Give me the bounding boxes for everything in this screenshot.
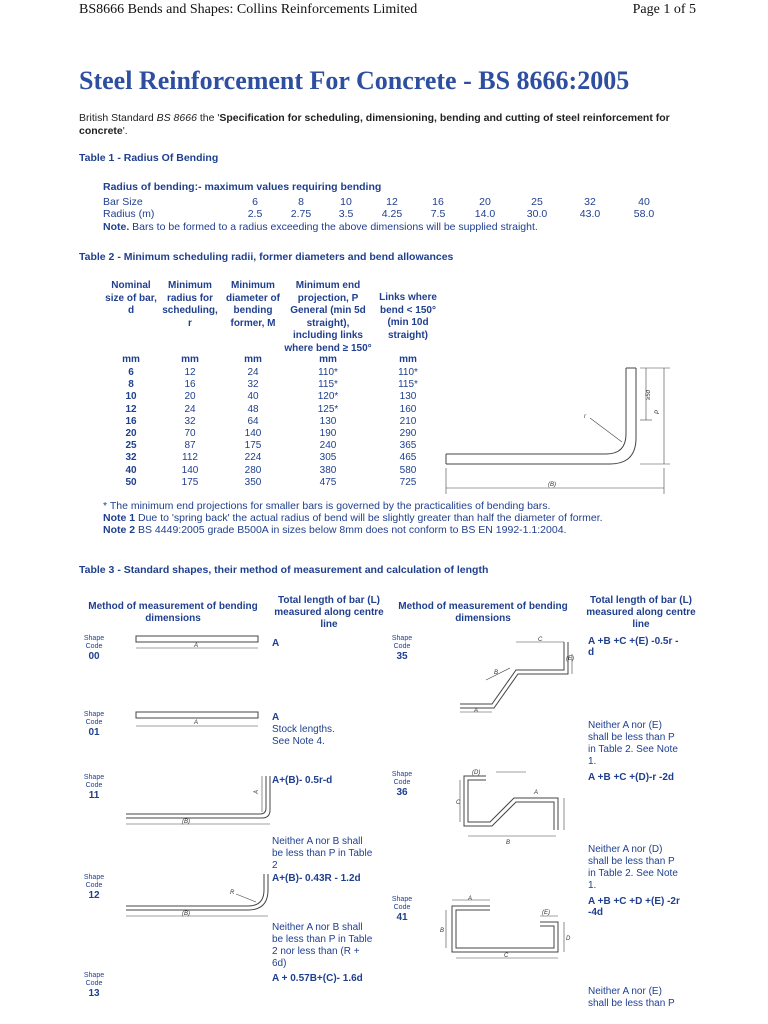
table-cell: 40 (247, 391, 259, 403)
table-cell: 16 (125, 415, 137, 427)
formula-13: A + 0.57B+(C)- 1.6d (272, 973, 363, 984)
note-line: 1. (588, 880, 597, 891)
note-line: 2 nor less than (R + (272, 946, 360, 957)
formula-12: A+(B)- 0.43R - 1.2d (272, 873, 361, 884)
shape-code-41 (387, 896, 417, 922)
table-cell: 115* (318, 379, 338, 391)
dim-b: B (440, 928, 445, 934)
table-cell: 224 (244, 452, 262, 464)
shape-code-11 (79, 774, 109, 800)
table-cell: 580 (399, 464, 417, 476)
shape-code-label: Shape Code (83, 635, 105, 650)
shape-code-label: Shape Code (83, 972, 105, 987)
table-cell: 6 (128, 367, 134, 378)
table1-note (103, 221, 538, 233)
page-number: Page 1 of 5 (632, 2, 696, 17)
spec-title: Specification for scheduling, dimensioning, bending and cutting of steel reinforcement for concrete (79, 112, 670, 137)
dim-b: B (494, 670, 499, 676)
table-cell: 140 (244, 428, 262, 439)
table-cell: 160 (399, 403, 417, 415)
table-cell: 112 (182, 452, 198, 464)
unit-cell: mm (319, 354, 337, 365)
table-cell: 175 (181, 476, 199, 488)
shape-code-number: 01 (88, 727, 100, 738)
intro-paragraph (79, 112, 699, 138)
table-cell: 305 (319, 452, 337, 464)
shape-code-number: 35 (396, 651, 408, 662)
table-cell: 210 (399, 415, 417, 427)
shape-code-number: 36 (396, 787, 408, 798)
note-line: Stock lengths. (272, 724, 335, 735)
table-cell: 8 (128, 379, 134, 391)
formula-line: A +B +C +(E) -0.5r - (588, 636, 679, 647)
dim-r: R (230, 890, 235, 896)
table-cell: 64 (247, 415, 259, 427)
intro-text: British Standard (79, 112, 157, 124)
formula-00: A (272, 638, 280, 649)
shape-code-13 (79, 972, 109, 998)
shape-code-label: Shape Code (83, 874, 105, 889)
unit-cell: mm (399, 354, 417, 365)
note-line: in Table 2. See Note (588, 744, 678, 755)
note2-text: BS 4449:2005 grade B500A in sizes below 8mm does not conform to BS EN 1992-1.1:2004. (135, 524, 567, 536)
standard-name: BS 8666 (156, 112, 197, 124)
bar-size-cell: 8 (298, 196, 304, 208)
dim-c: C (456, 800, 461, 806)
note2-label: Note 2 (103, 524, 136, 536)
shape-code-label: Shape Code (391, 771, 413, 786)
shape-35-diagram (456, 634, 586, 714)
dim-b: (B) (182, 819, 190, 825)
note-text: Bars to be formed to a radius exceeding the above dimensions will be supplied straight. (129, 221, 538, 233)
shape-code-number: 11 (88, 790, 100, 801)
table-cell: 350 (244, 476, 262, 488)
formula-line: -4d (588, 907, 603, 918)
dim-a: A (468, 896, 473, 902)
shape-41-diagram (440, 896, 580, 964)
note-line: in Table 2. See Note (588, 868, 678, 879)
formula-11: A+(B)- 0.5r-d (272, 775, 333, 786)
shape-code-label: Shape Code (83, 774, 105, 789)
dim-d: (D) (472, 770, 481, 776)
notes-11 (272, 836, 372, 872)
radius-cell: 14.0 (474, 208, 496, 220)
bar-size-cell: 6 (252, 196, 258, 208)
note1 (103, 512, 663, 524)
table3-col-length-right: Total length of bar (L) measured along centre line (586, 595, 696, 630)
table-cell: 20 (184, 391, 196, 403)
formula-line: d (588, 647, 595, 658)
table-cell: 290 (399, 428, 417, 439)
table-cell: 120* (317, 391, 339, 403)
dim-b: (B) (182, 911, 190, 917)
diagram-label-b: (B) (548, 482, 556, 488)
shape-code-label: Shape Code (391, 635, 413, 650)
dim-b: B (506, 840, 511, 846)
notes-36 (588, 844, 678, 892)
note-line: shall be less than P (588, 998, 675, 1009)
formula-line: A +B +C +D +(E) -2r (588, 896, 680, 907)
bar-size-cell: 40 (638, 196, 650, 208)
formula-01: A (272, 712, 280, 723)
table2-header: Minimum diameter of bending former, M (226, 280, 280, 329)
shape-01-diagram (136, 712, 260, 734)
table-cell: 240 (319, 440, 337, 452)
bar-size-cell: 10 (340, 196, 352, 208)
note-line: shall be less than P (588, 732, 675, 743)
shape-code-number: 41 (396, 912, 408, 923)
shape-code-number: 00 (88, 651, 100, 662)
table-cell: 465 (399, 452, 417, 464)
table2-caption: Table 2 - Minimum scheduling radii, former diameters and bend allowances (79, 251, 454, 263)
shape-code-35 (387, 635, 417, 661)
shape-code-number: 13 (88, 988, 100, 999)
footnote: * The minimum end projections for smaller bars is governed by the practicalities of bending bars. (103, 500, 551, 512)
shape-code-label: Shape Code (83, 711, 105, 726)
radius-cell: 43.0 (579, 208, 601, 220)
diagram-label-5d: ≥5d (646, 390, 652, 400)
unit-cell: mm (122, 354, 140, 365)
shape-12-diagram (124, 870, 274, 920)
intro-text-3: '. (122, 125, 128, 137)
table-cell: 12 (125, 403, 137, 415)
table-cell: 24 (184, 403, 196, 415)
notes-12 (272, 922, 372, 970)
table-cell: 110* (318, 367, 338, 378)
table-cell: 725 (399, 476, 417, 488)
table2-notes (103, 500, 663, 536)
table-cell: 115* (398, 379, 418, 391)
page-header-title: BS8666 Bends and Shapes: Collins Reinforcements Limited (79, 2, 418, 17)
dim-e: (E) (542, 910, 550, 916)
note-line: Neither A nor (D) (588, 844, 663, 855)
table-cell: 40 (125, 464, 137, 476)
table3-col-method-left: Method of measurement of bending dimensions (88, 601, 258, 624)
shape-11-diagram (124, 772, 274, 832)
radius-cell: 30.0 (526, 208, 548, 220)
table-cell: 475 (319, 476, 337, 488)
table-cell: 280 (244, 464, 262, 476)
note-line: Neither A nor B shall (272, 836, 363, 847)
table3-col-method-right: Method of measurement of bending dimensions (398, 601, 568, 624)
unit-cell: mm (244, 354, 262, 365)
document-title: Steel Reinforcement For Concrete - BS 8666:2005 (79, 66, 630, 95)
table-cell: 70 (184, 428, 196, 439)
dim-e: (E) (566, 656, 574, 662)
diagram-label-p: P (655, 409, 661, 414)
table3-col-length-left: Total length of bar (L) measured along centre line (274, 595, 384, 630)
table2-header: Links where bend < 150° (min 10d straight) (379, 292, 437, 341)
note-line: be less than P in Table (272, 848, 373, 859)
note-line: be less than P in Table (272, 934, 373, 945)
shape-code-12 (79, 874, 109, 900)
table-cell: 32 (247, 379, 259, 391)
table-cell: 365 (399, 440, 417, 452)
table3-caption: Table 3 - Standard shapes, their method of measurement and calculation of length (79, 564, 489, 576)
bar-size-label: Bar Size (103, 196, 143, 208)
table-cell: 175 (244, 440, 262, 452)
diagram-label-r: r (584, 414, 586, 420)
table2-header: Minimum end projection, P General (min 5d straight), including links where bend ≥ 150° (284, 280, 372, 354)
bar-size-cell: 32 (584, 196, 596, 208)
table-cell: 50 (125, 476, 137, 488)
table-cell: 125* (317, 403, 339, 415)
shape-code-label: Shape Code (391, 896, 413, 911)
radius-cell: 58.0 (633, 208, 655, 220)
table-cell: 32 (184, 415, 196, 427)
note-label: Note. (103, 221, 130, 233)
table-cell: 48 (247, 403, 259, 415)
note-line: Neither A nor B shall (272, 922, 363, 933)
table2-header: Minimum radius for scheduling, r (162, 280, 218, 329)
notes-35 (588, 720, 678, 768)
shape-code-01 (79, 711, 109, 737)
dim-a: A (254, 789, 260, 794)
table-cell: 16 (184, 379, 196, 391)
bar-size-cell: 25 (531, 196, 543, 208)
note-line: 2 (272, 860, 278, 871)
intro-text-2: the ' (196, 112, 220, 124)
note1-text: Due to 'spring back' the actual radius of bend will be slightly greater than half the diameter of former. (135, 512, 603, 524)
table-cell: 130 (319, 415, 337, 427)
note1-label: Note 1 (103, 512, 136, 524)
table-cell: 87 (184, 440, 196, 452)
table2-header: Nominal size of bar, d (105, 280, 157, 316)
note-line: shall be less than P (588, 856, 675, 867)
radius-cell: 2.5 (247, 208, 263, 220)
table1-caption: Table 1 - Radius Of Bending (79, 152, 219, 164)
table-cell: 190 (319, 428, 337, 439)
note-line: 6d) (272, 958, 287, 969)
bar-size-cell: 12 (386, 196, 398, 208)
table1-heading: Radius of bending:- maximum values requiring bending (103, 181, 382, 193)
notes-41 (588, 986, 675, 1010)
bend-diagram (440, 362, 680, 497)
table-cell: 32 (125, 452, 137, 464)
unit-cell: mm (181, 354, 199, 365)
radius-label: Radius (m) (103, 208, 155, 220)
bar-size-cell: 16 (432, 196, 444, 208)
formula-36: A +B +C +(D)-r -2d (588, 772, 675, 783)
formula-41 (588, 896, 680, 918)
table-cell: 25 (125, 440, 137, 452)
table-cell: 110* (398, 367, 418, 378)
dim-c: C (538, 637, 543, 643)
table-cell: 130 (399, 391, 417, 403)
shape-code-00 (79, 635, 109, 661)
shape-00-diagram (136, 636, 260, 656)
table-cell: 380 (319, 464, 337, 476)
table-cell: 12 (184, 367, 196, 378)
dim-a: A (534, 790, 539, 796)
bar-size-cell: 20 (479, 196, 491, 208)
dim-a: A (474, 708, 479, 714)
shape-code-36 (387, 771, 417, 797)
formula-35 (588, 636, 679, 658)
table-cell: 20 (125, 428, 137, 439)
table-cell: 10 (125, 391, 137, 403)
note-line: Neither A nor (E) (588, 720, 662, 731)
radius-cell: 4.25 (381, 208, 403, 220)
radius-cell: 3.5 (338, 208, 354, 220)
shape-code-number: 12 (88, 890, 100, 901)
dim-a: A (194, 643, 199, 649)
note2 (103, 524, 663, 536)
dim-d: D (566, 936, 571, 942)
radius-cell: 2.75 (290, 208, 312, 220)
note-line: 1. (588, 756, 597, 767)
dim-c: C (504, 953, 509, 959)
notes-01 (272, 724, 335, 748)
shape-36-diagram (456, 770, 586, 850)
note-line: Neither A nor (E) (588, 986, 662, 997)
table-cell: 24 (247, 367, 259, 378)
table-cell: 140 (181, 464, 199, 476)
dim-a: A (194, 720, 199, 726)
radius-cell: 7.5 (430, 208, 446, 220)
note-line: See Note 4. (272, 736, 325, 747)
